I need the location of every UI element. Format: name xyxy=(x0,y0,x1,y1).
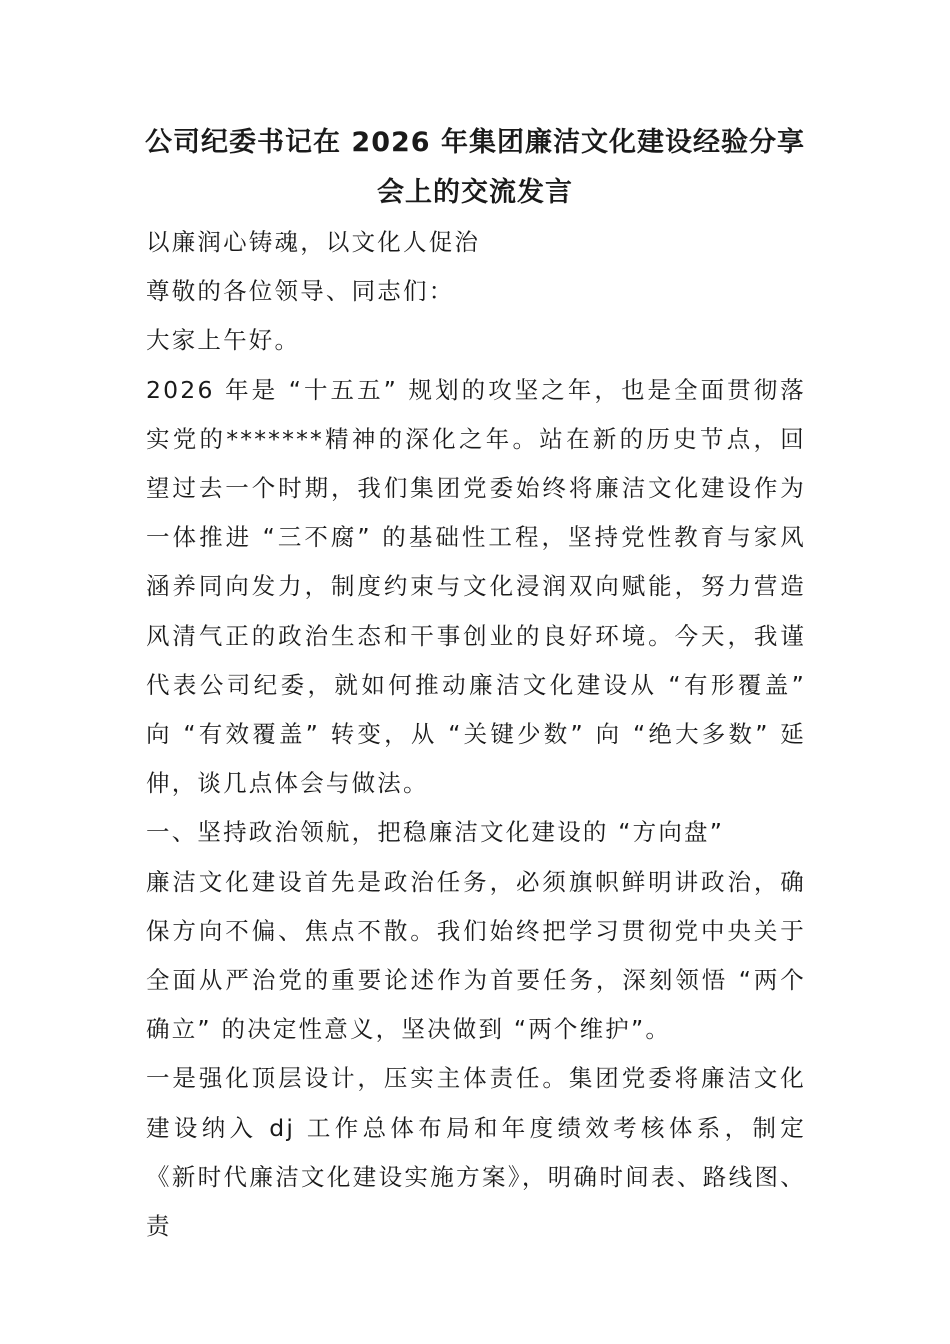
section-heading: 一、坚持政治领航，把稳廉洁文化建设的 “方向盘” xyxy=(146,818,725,847)
greeting-paragraph: 大家上午好。 xyxy=(146,326,301,355)
document-body xyxy=(146,218,806,1251)
subtitle-paragraph: 以廉润心铸魂，以文化人促治 xyxy=(146,228,481,256)
salutation-paragraph: 尊敬的各位领导、同志们： xyxy=(146,277,455,306)
body-paragraph: 一是强化顶层设计，压实主体责任。集团党委将廉洁文化建设纳入 dj 工作总体布局和年度绩效考核体系，制定《新时代廉洁文化建设实施方案》，明确时间表、路线图、责 xyxy=(146,1064,806,1241)
body-paragraph: 廉洁文化建设首先是政治任务，必须旗帜鲜明讲政治，确保方向不偏、焦点不散。我们始终把学习贯彻党中央关于全面从严治党的重要论述作为首要任务，深刻领悟 “两个确立” 的决定性意义，坚决做到 “两个维护”。 xyxy=(146,867,806,1044)
document-title: 公司纪委书记在 2026 年集团廉洁文化建设经验分享会上的交流发言 xyxy=(145,127,805,208)
intro-paragraph: 2026 年是 “十五五” 规划的攻坚之年，也是全面贯彻落实党的*******精神的深化之年。站在新的历史节点，回望过去一个时期，我们集团党委始终将廉洁文化建设作为一体推进 “三不腐” 的基础性工程，坚持党性教育与家风涵养同向发力，制度约束与文化浸润双向赋能，努力营造风清气正的政治生态和干事创业的良好环境。今天，我谨代表公司纪委，就如何推动廉洁文化建设从 “有形覆盖” 向 “有效覆盖” 转变，从 “关键少数” 向 “绝大多数” 延伸，谈几点体会与做法。 xyxy=(146,375,806,798)
